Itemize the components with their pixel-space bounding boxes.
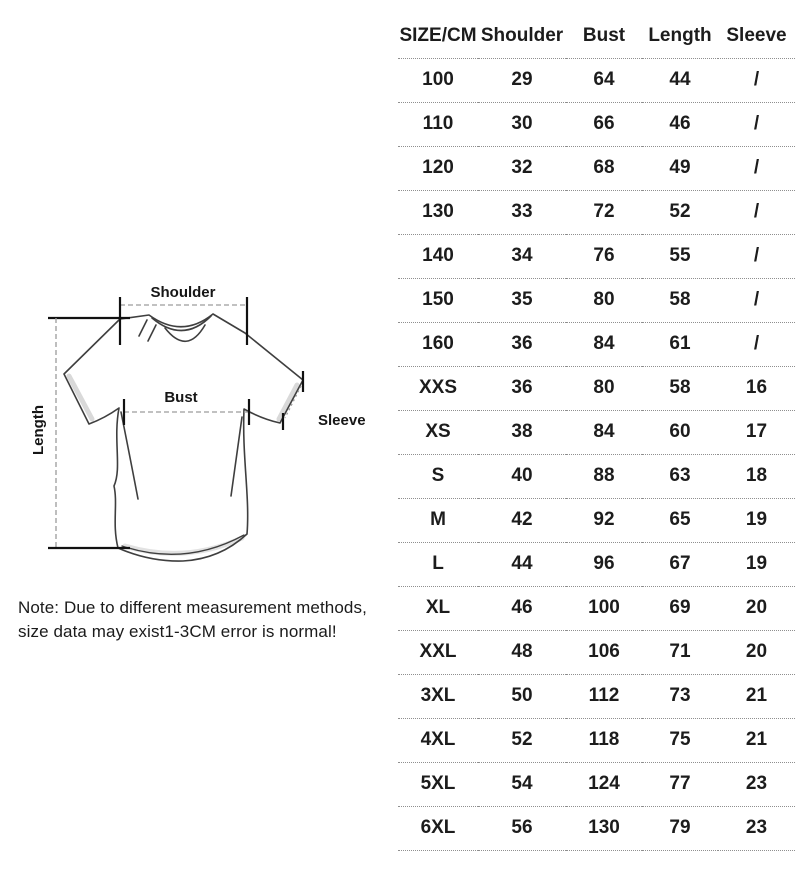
table-cell: / [718, 102, 795, 146]
column-header: Sleeve [718, 14, 795, 58]
table-cell: 84 [566, 322, 642, 366]
length-label: Length [30, 405, 47, 455]
table-cell: 112 [566, 674, 642, 718]
table-row [398, 542, 795, 586]
table-cell: S [398, 454, 478, 498]
table-cell: 140 [398, 234, 478, 278]
table-cell: / [718, 190, 795, 234]
table-cell: 5XL [398, 762, 478, 806]
table-cell: 44 [642, 58, 718, 102]
table-row [398, 366, 795, 410]
table-cell: 68 [566, 146, 642, 190]
table-cell: 80 [566, 278, 642, 322]
table-cell: 17 [718, 410, 795, 454]
table-cell: 65 [642, 498, 718, 542]
table-cell: 130 [566, 806, 642, 850]
table-cell: XXS [398, 366, 478, 410]
table-cell: 23 [718, 806, 795, 850]
table-cell: 19 [718, 542, 795, 586]
table-cell: L [398, 542, 478, 586]
table-cell: 84 [566, 410, 642, 454]
table-cell: 40 [478, 454, 566, 498]
column-header: Length [642, 14, 718, 58]
table-cell: M [398, 498, 478, 542]
table-cell: 20 [718, 630, 795, 674]
table-cell: 73 [642, 674, 718, 718]
table-cell: 32 [478, 146, 566, 190]
table-row [398, 278, 795, 322]
size-table-body [398, 58, 795, 850]
table-cell: 58 [642, 366, 718, 410]
table-cell: / [718, 234, 795, 278]
table-cell: 118 [566, 718, 642, 762]
note-line-2: size data may exist1-3CM error is normal! [18, 622, 337, 641]
table-cell: 88 [566, 454, 642, 498]
table-cell: 160 [398, 322, 478, 366]
table-cell: 130 [398, 190, 478, 234]
table-cell: 55 [642, 234, 718, 278]
table-row [398, 322, 795, 366]
table-row [398, 58, 795, 102]
bust-measure [124, 389, 249, 425]
table-cell: 92 [566, 498, 642, 542]
table-cell: 33 [478, 190, 566, 234]
table-cell: XXL [398, 630, 478, 674]
table-cell: 61 [642, 322, 718, 366]
table-row [398, 630, 795, 674]
table-cell: 46 [642, 102, 718, 146]
table-cell: 42 [478, 498, 566, 542]
table-cell: 20 [718, 586, 795, 630]
note-line-1: Note: Due to different measurement methods, [18, 598, 367, 617]
table-row [398, 586, 795, 630]
table-cell: XS [398, 410, 478, 454]
table-cell: 58 [642, 278, 718, 322]
size-table [398, 14, 795, 851]
table-cell: / [718, 146, 795, 190]
table-cell: 69 [642, 586, 718, 630]
bust-label: Bust [164, 389, 198, 406]
table-cell: 6XL [398, 806, 478, 850]
table-row [398, 806, 795, 850]
table-cell: 29 [478, 58, 566, 102]
table-cell: 3XL [398, 674, 478, 718]
table-cell: 60 [642, 410, 718, 454]
table-cell: 79 [642, 806, 718, 850]
table-cell: 106 [566, 630, 642, 674]
table-row [398, 410, 795, 454]
table-cell: 96 [566, 542, 642, 586]
table-cell: / [718, 278, 795, 322]
table-cell: 49 [642, 146, 718, 190]
table-row [398, 498, 795, 542]
table-cell: 150 [398, 278, 478, 322]
table-cell: / [718, 322, 795, 366]
table-cell: 66 [566, 102, 642, 146]
table-row [398, 454, 795, 498]
column-header: Shoulder [478, 14, 566, 58]
table-cell: 50 [478, 674, 566, 718]
shoulder-label: Shoulder [150, 284, 216, 301]
table-cell: 75 [642, 718, 718, 762]
tshirt-measurement-diagram [0, 272, 380, 582]
table-cell: 38 [478, 410, 566, 454]
table-cell: 4XL [398, 718, 478, 762]
table-cell: 36 [478, 366, 566, 410]
table-cell: 23 [718, 762, 795, 806]
table-row [398, 146, 795, 190]
table-cell: 100 [398, 58, 478, 102]
table-cell: 67 [642, 542, 718, 586]
table-cell: 18 [718, 454, 795, 498]
table-row [398, 190, 795, 234]
tshirt-outline-illustration [64, 314, 303, 561]
sleeve-label: Sleeve [318, 412, 366, 429]
table-cell: 54 [478, 762, 566, 806]
table-cell: 120 [398, 146, 478, 190]
table-cell: 34 [478, 234, 566, 278]
table-cell: 16 [718, 366, 795, 410]
table-cell: 71 [642, 630, 718, 674]
table-cell: 21 [718, 718, 795, 762]
table-cell: 76 [566, 234, 642, 278]
sleeve-measure [283, 371, 366, 430]
table-cell: 110 [398, 102, 478, 146]
table-cell: XL [398, 586, 478, 630]
table-cell: 30 [478, 102, 566, 146]
table-cell: 35 [478, 278, 566, 322]
table-cell: 46 [478, 586, 566, 630]
table-cell: / [718, 58, 795, 102]
table-cell: 72 [566, 190, 642, 234]
size-table-header-row [398, 14, 795, 58]
table-cell: 44 [478, 542, 566, 586]
table-cell: 124 [566, 762, 642, 806]
table-cell: 56 [478, 806, 566, 850]
table-cell: 52 [642, 190, 718, 234]
table-cell: 21 [718, 674, 795, 718]
column-header: SIZE/CM [398, 14, 478, 58]
table-row [398, 762, 795, 806]
tshirt-diagram-canvas [0, 272, 380, 582]
table-cell: 63 [642, 454, 718, 498]
column-header: Bust [566, 14, 642, 58]
table-cell: 80 [566, 366, 642, 410]
table-cell: 48 [478, 630, 566, 674]
table-cell: 36 [478, 322, 566, 366]
table-cell: 100 [566, 586, 642, 630]
table-cell: 77 [642, 762, 718, 806]
table-cell: 52 [478, 718, 566, 762]
table-cell: 64 [566, 58, 642, 102]
table-cell: 19 [718, 498, 795, 542]
measurement-note [18, 596, 367, 644]
table-row [398, 102, 795, 146]
table-row [398, 234, 795, 278]
table-row [398, 718, 795, 762]
table-row [398, 674, 795, 718]
